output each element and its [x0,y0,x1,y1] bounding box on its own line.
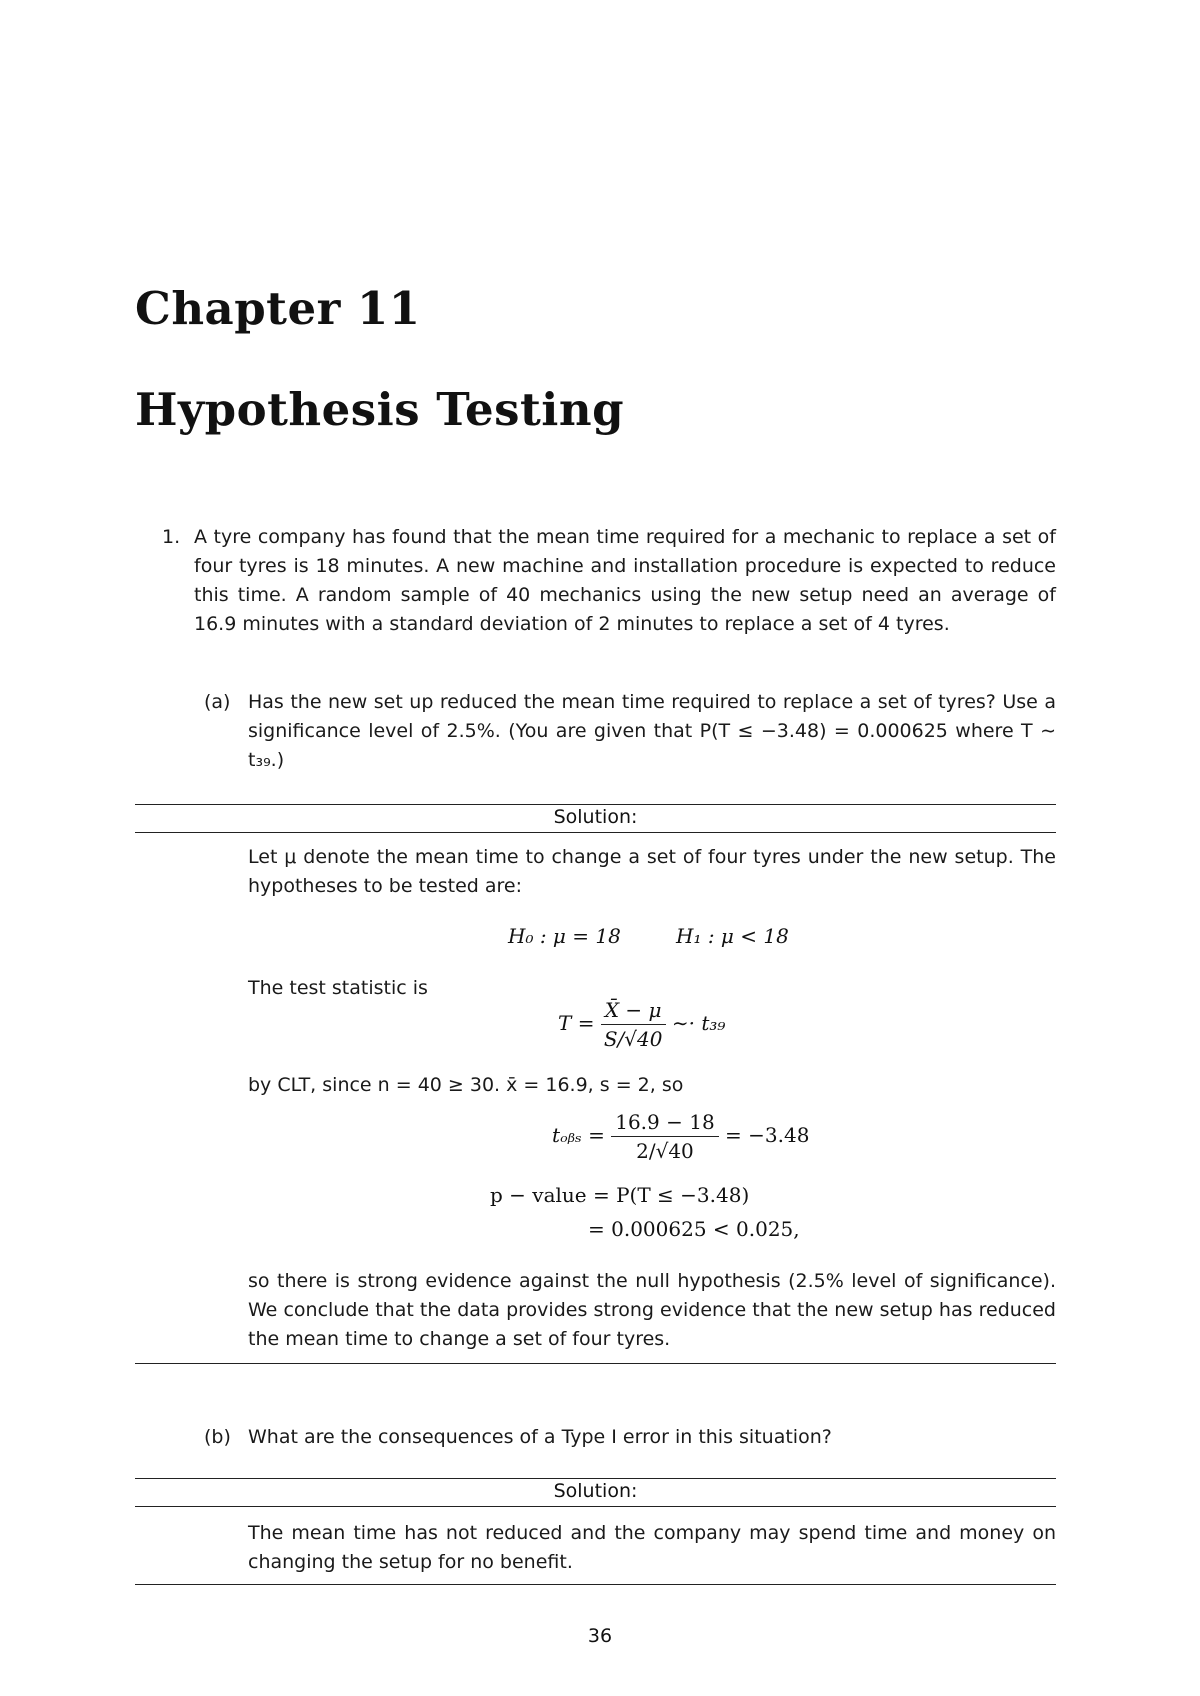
p-value-line-2: = 0.000625 < 0.025, [588,1217,800,1241]
null-hypothesis: H₀ : μ = 18 [508,924,621,948]
p-value-line-1: p − value = P(T ≤ −3.48) [490,1183,750,1207]
solution-b-bottom-rule [135,1584,1056,1585]
t-observed-lhs: tₒᵦₛ = [552,1123,605,1147]
alternative-hypothesis: H₁ : μ < 18 [676,924,789,948]
solution-a-intro: Let μ denote the mean time to change a set of four tyres under the new setup. The hypotheses to be tested are: [248,846,1056,897]
question-text: A tyre company has found that the mean time required for a mechanic to replace a set of four tyres is 18 minutes. A new machine and installation procedure is expected to reduce this time. A random sample of 40 mechanics using the new setup need an average of 16.9 minutes with a standard deviation of 2 minutes to replace a set of 4 tyres. [194,526,1056,635]
test-statistic-numerator: X̄ − μ [601,998,666,1025]
t-observed-rhs: = −3.48 [725,1123,810,1147]
question-number: 1. [162,526,181,548]
test-statistic-fraction [601,998,666,1051]
clt-line: by CLT, since n = 40 ≥ 30. x̄ = 16.9, s = 2, so [248,1074,684,1096]
chapter-label: Chapter 11 [135,282,421,335]
t-observed-equation [552,1110,809,1163]
page-number: 36 [587,1625,613,1647]
solution-a-top-rule [135,804,1056,805]
test-statistic-distribution: ∼· t₃₉ [671,1011,726,1035]
solution-a-heading: Solution: [553,806,638,828]
test-statistic-equation [558,998,725,1051]
t-observed-numerator: 16.9 − 18 [611,1110,718,1137]
chapter-title: Hypothesis Testing [135,383,625,436]
t-observed-fraction [611,1110,718,1163]
solution-b-heading-rule [135,1506,1056,1507]
solution-a-bottom-rule [135,1363,1056,1364]
solution-b-text: The mean time has not reduced and the company may spend time and money on changing the setup for no benefit. [248,1522,1056,1573]
test-statistic-denominator: S/√40 [603,1027,663,1051]
part-b-text: What are the consequences of a Type I error in this situation? [248,1426,832,1448]
part-b-label: (b) [204,1426,231,1448]
test-statistic-lhs: T = [558,1011,595,1035]
solution-a-heading-rule [135,832,1056,833]
solution-a-conclusion: so there is strong evidence against the null hypothesis (2.5% level of significance). We conclude that the data provides strong evidence that the new setup has reduced the mean time to change a set of four tyres. [248,1270,1056,1350]
t-observed-denominator: 2/√40 [636,1139,694,1163]
part-a-label: (a) [204,691,231,713]
solution-b-top-rule [135,1478,1056,1479]
test-statistic-intro: The test statistic is [248,977,428,999]
solution-b-heading: Solution: [553,1480,638,1502]
part-a-text: Has the new set up reduced the mean time required to replace a set of tyres? Use a significance level of 2.5%. (You are given that P(T ≤ −3.48) = 0.000625 where T ∼ t₃₉.) [248,691,1056,771]
